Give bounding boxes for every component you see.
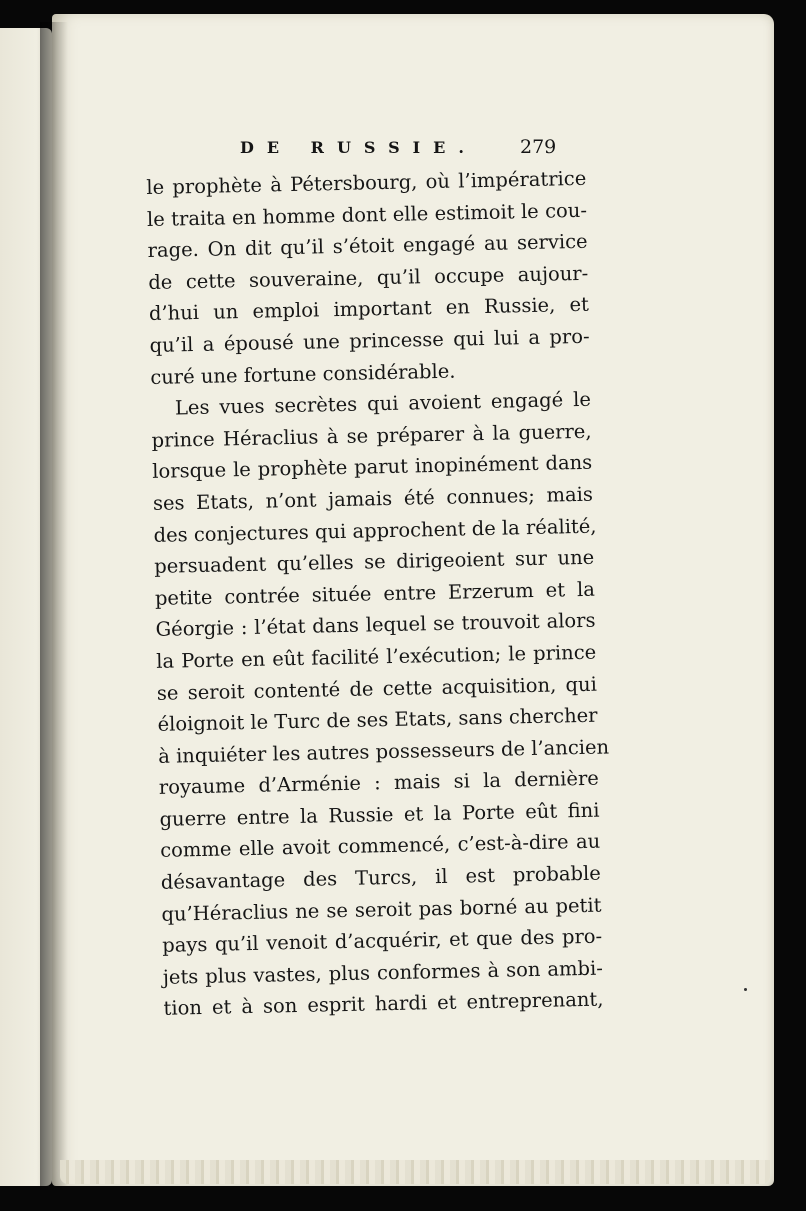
text-line: tion et à son esprit hardi et entreprenant, [163, 988, 604, 1021]
text-line: persuadent qu’elles se dirigeoient sur une [154, 545, 595, 579]
text-line: le traita en homme dont elle estimoit le cou- [146, 198, 588, 231]
running-head: DE RUSSIE. [240, 138, 477, 157]
text-line: qu’Héraclius ne se seroit pas borné au petit [161, 893, 602, 926]
paper-speck [744, 988, 747, 991]
paragraph-end-line: curé une fortune considérable. [150, 359, 456, 389]
text-line: éloignoit le Turc de ses Etats, sans chercher [157, 703, 598, 736]
body-text [146, 163, 610, 1025]
text-line: désavantage des Turcs, il est probable [160, 861, 602, 894]
text-line: d’hui un emploi important en Russie, et [148, 293, 590, 326]
text-line: Géorgie : l’état dans lequel se trouvoit alors [155, 608, 596, 642]
text-line: prince Héraclius à se préparer à la guerre, [151, 419, 592, 452]
text-line: petite contrée située entre Erzerum et la [154, 577, 596, 610]
text-line: à inquiéter les autres possesseurs de l’ancien [157, 735, 610, 768]
spine-shadow [40, 22, 68, 1190]
text-line: guerre entre la Russie et la Porte eût fini [159, 798, 600, 831]
text-line: se seroit contenté de cette acquisition, qui [156, 672, 598, 705]
text-line: la Porte en eût facilité l’exécution; le prince [156, 640, 597, 673]
text-line: des conjectures qui approchent de la réalité, [153, 514, 597, 547]
paragraph-start-line: Les vues secrètes qui avoient engagé le [174, 387, 592, 420]
text-line: rage. On dit qu’il s’étoit engagé au service [147, 229, 588, 263]
text-line: qu’il a épousé une princesse qui lui a pro- [149, 324, 590, 357]
text-line: pays qu’il venoit d’acquérir, et que des pro- [161, 924, 603, 958]
text-line: le prophète à Pétersbourg, où l’impératrice [146, 166, 587, 199]
text-line: de cette souveraine, qu’il occupe aujour- [148, 261, 589, 294]
text-line: ses Etats, n’ont jamais été connues; mais [152, 482, 594, 515]
text-line: jets plus vastes, plus conformes à son ambi- [162, 956, 604, 989]
page-bottom-edge [60, 1160, 770, 1184]
text-line: royaume d’Arménie : mais si la dernière [158, 766, 600, 800]
page-number: 279 [520, 136, 557, 158]
text-line: comme elle avoit commencé, c’est-à-dire au [159, 830, 601, 863]
text-line: lorsque le prophète parut inopinément dans [152, 451, 593, 484]
